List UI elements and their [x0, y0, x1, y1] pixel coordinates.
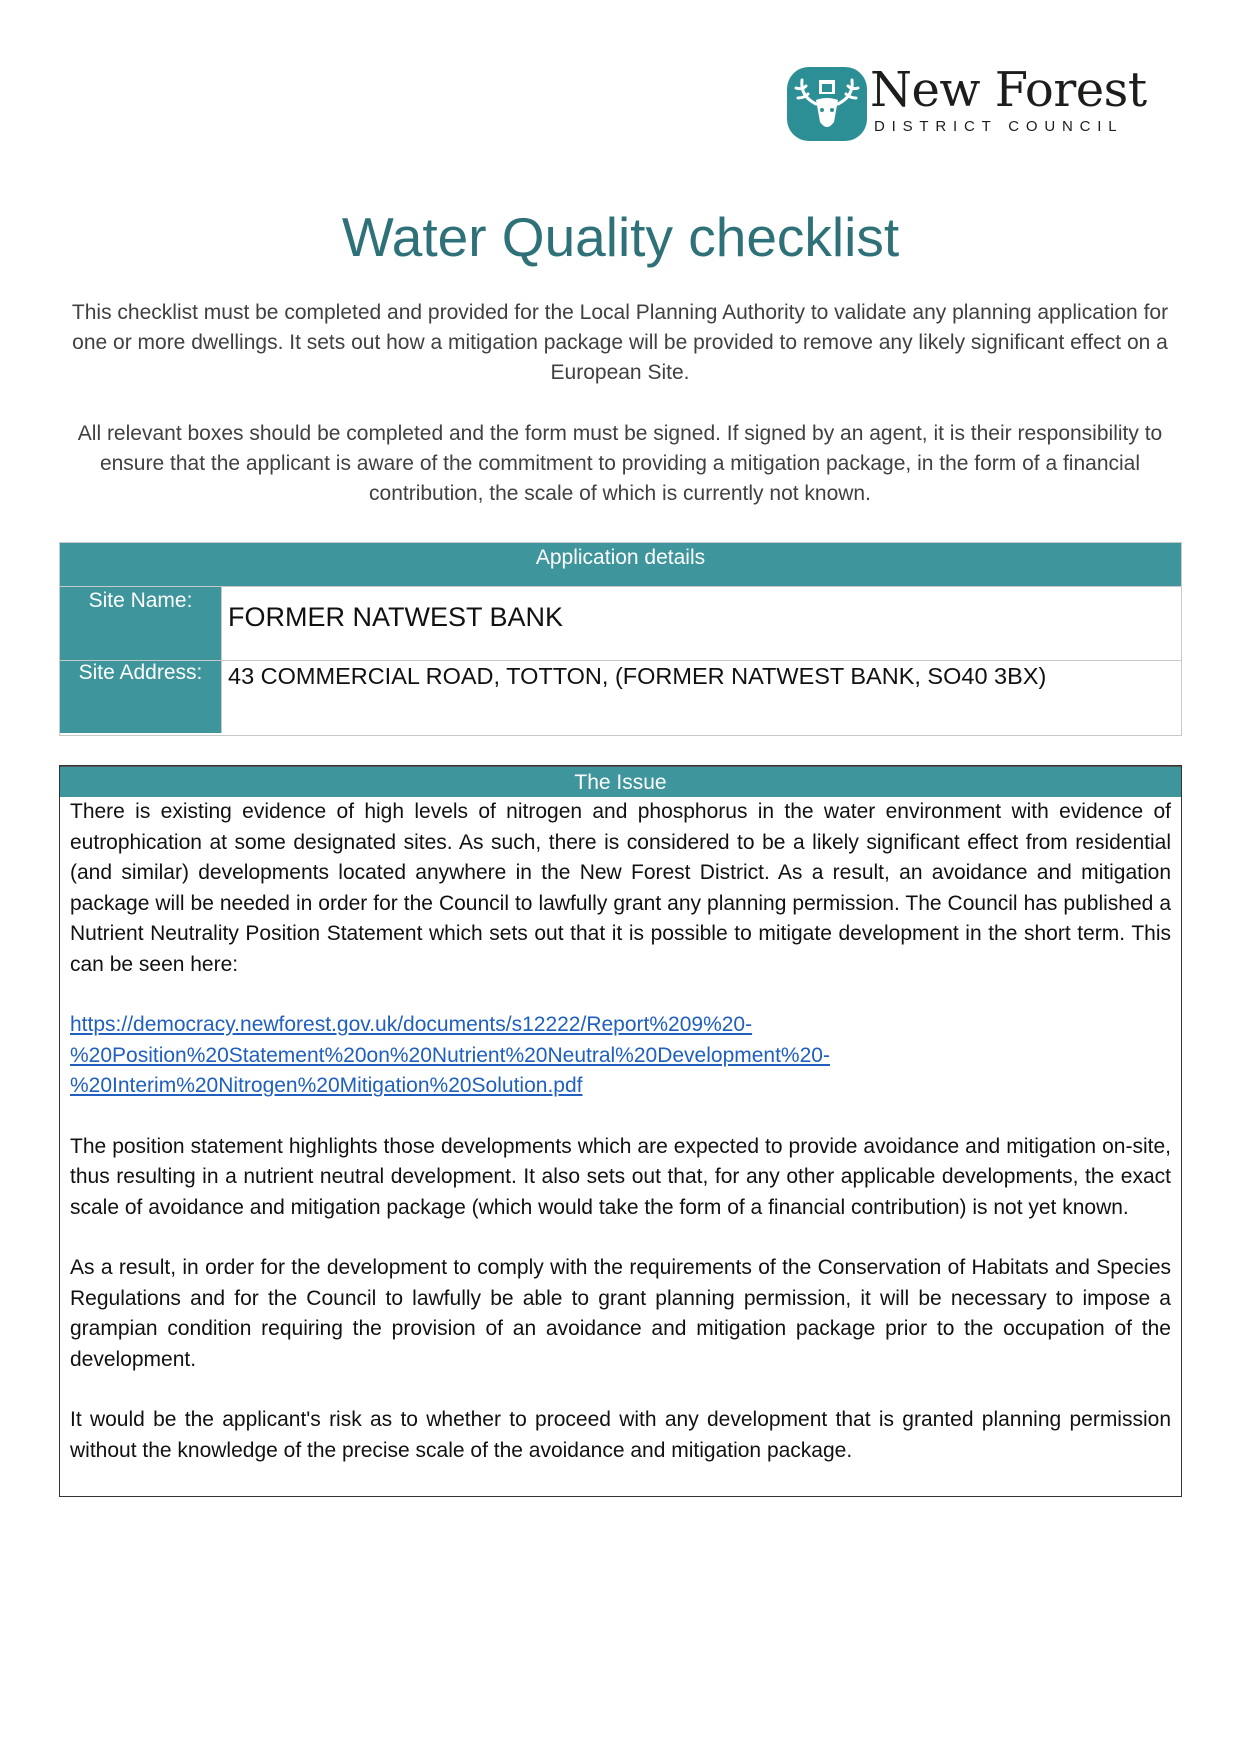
site-address-label: Site Address: [60, 661, 221, 733]
issue-body [60, 797, 1181, 1466]
position-statement-link[interactable] [70, 1010, 1171, 1102]
application-details-table [59, 542, 1182, 736]
application-details-header: Application details [60, 543, 1181, 586]
site-address-row [60, 660, 1181, 733]
issue-paragraph-1: There is existing evidence of high levels of nitrogen and phosphorus in the water environment with evidence of eutrophication at some designated sites. As such, there is considered to be a likely significant effect from residential (and similar) developments located anywhere in the New Forest District. As a result, an avoidance and mitigation package will be needed in order for the Council to lawfully grant any planning permission. The Council has published a Nutrient Neutrality Position Statement which sets out that it is possible to mitigate development in the short term. This can be seen here: [70, 800, 1171, 976]
site-name-row [60, 586, 1181, 660]
site-name-field[interactable]: FORMER NATWEST BANK [221, 587, 1181, 660]
intro-paragraph-1: This checklist must be completed and provided for the Local Planning Authority to validate any planning application for one or more dwellings. It sets out how a mitigation package will be provided to remove any likely significant effect on a European Site. [71, 301, 1169, 384]
stag-emblem-icon [786, 66, 868, 142]
link-line-2[interactable]: %20Position%20Statement%20on%20Nutrient%20Neutral%20Development%20- [70, 1043, 830, 1067]
issue-box [59, 765, 1182, 1497]
logo-subtitle: DISTRICT COUNCIL [874, 118, 1124, 135]
issue-header: The Issue [60, 766, 1181, 797]
link-line-1[interactable]: https://democracy.newforest.gov.uk/documents/s12222/Report%209%20- [70, 1013, 753, 1036]
link-line-3[interactable]: %20Interim%20Nitrogen%20Mitigation%20Solution.pdf [70, 1074, 583, 1097]
site-address-field[interactable]: 43 COMMERCIAL ROAD, TOTTON, (FORMER NATWEST BANK, SO40 3BX) [221, 661, 1181, 733]
council-logo [786, 62, 1176, 146]
issue-paragraph-2: The position statement highlights those developments which are expected to provide avoidance and mitigation on-site, thus resulting in a nutrient neutral development. It also sets out that, for any other applicable developments, the exact scale of avoidance and mitigation package (which would take the form of a financial contribution) is not yet known. [70, 1134, 1171, 1219]
issue-paragraph-4: It would be the applicant's risk as to whether to proceed with any development that is granted planning permission without the knowledge of the precise scale of the avoidance and mitigation package. [70, 1408, 1171, 1462]
logo-name: New Forest [870, 62, 1147, 118]
issue-paragraph-3: As a result, in order for the development to comply with the requirements of the Conservation of Habitats and Species Regulations and for the Council to lawfully be able to grant planning permission, it will be necessary to impose a grampian condition requiring the provision of an avoidance and mitigation package prior to the occupation of the development. [70, 1256, 1171, 1371]
intro-paragraph-2: All relevant boxes should be completed and the form must be signed. If signed by an agent, it is their responsibility to ensure that the applicant is aware of the commitment to providing a mitigation package, in the form of a financial contribution, the scale of which is currently not known. [77, 422, 1163, 505]
site-name-label: Site Name: [60, 587, 221, 660]
page-title: Water Quality checklist [341, 206, 900, 268]
